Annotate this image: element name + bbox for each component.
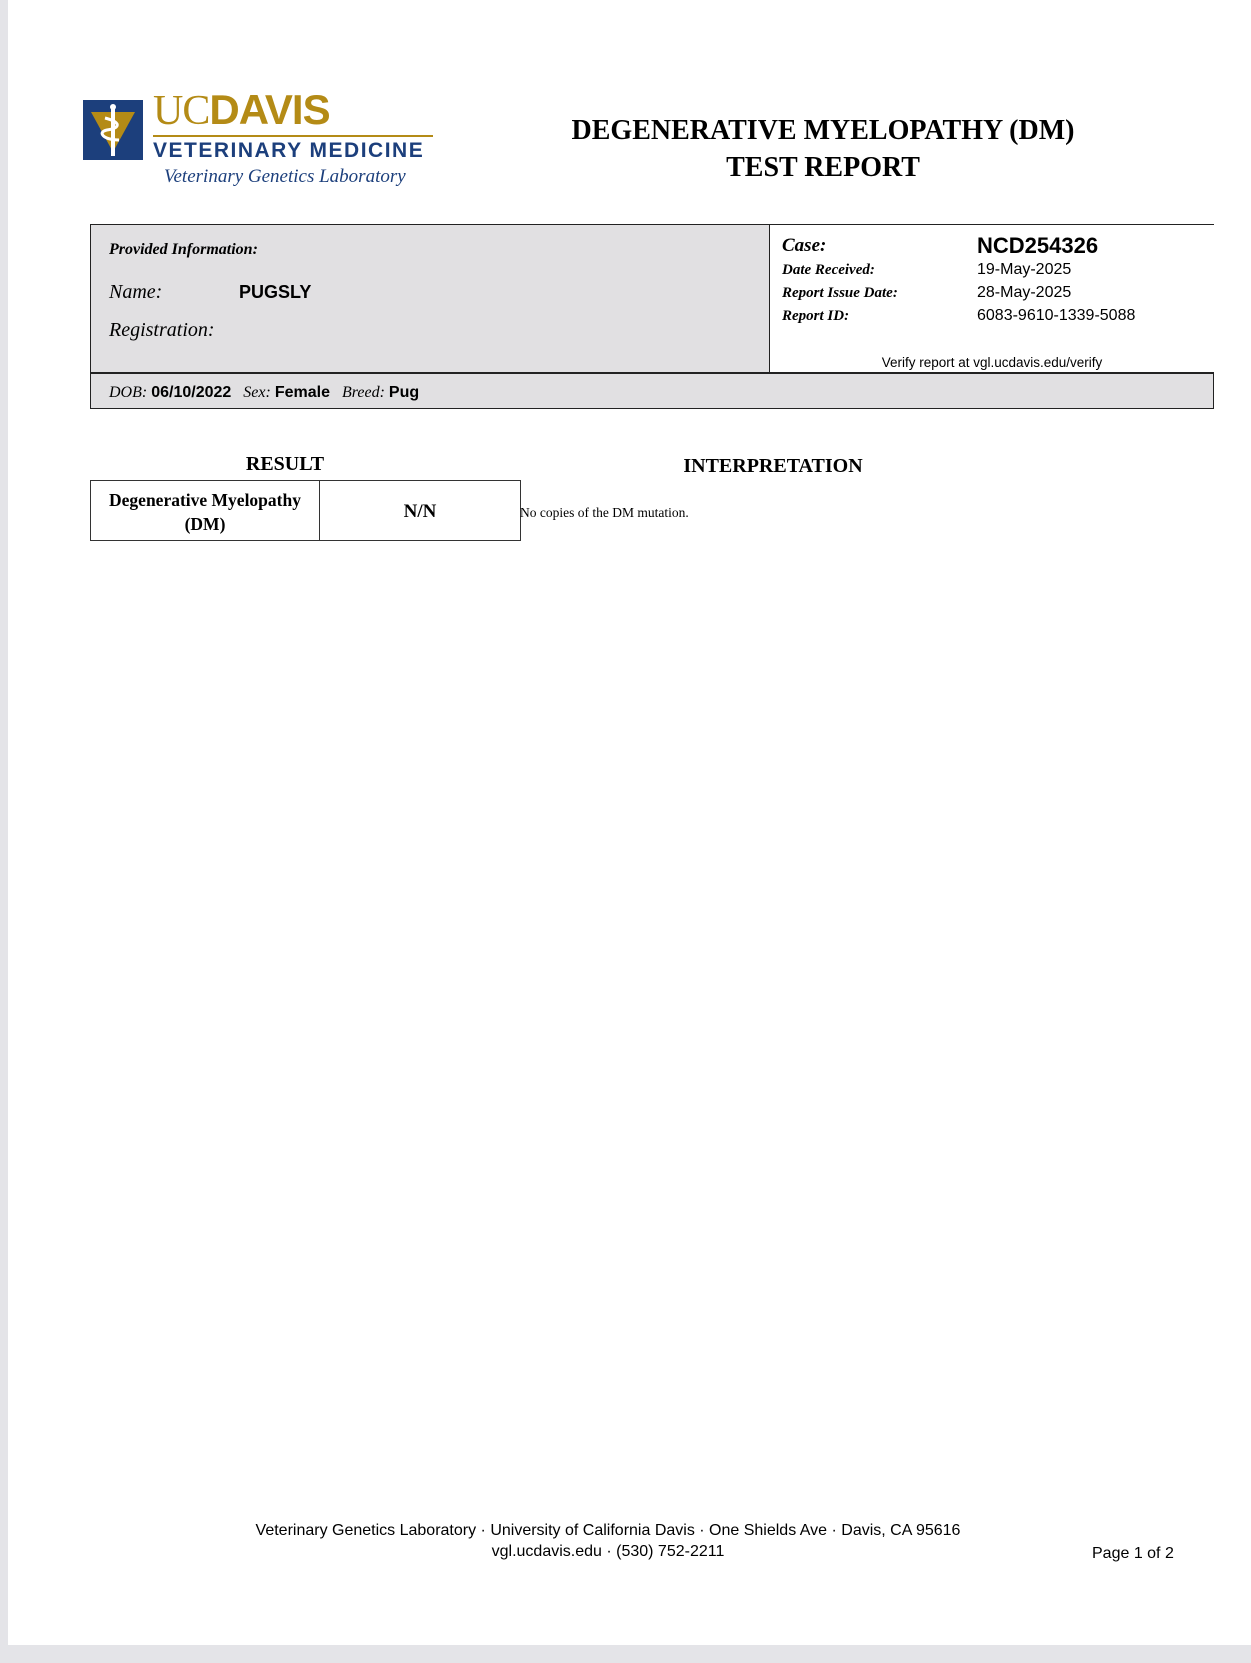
name-value: PUGSLY bbox=[239, 282, 312, 302]
footer-address: Veterinary Genetics Laboratory · University of California Davis · One Shields Ave · Davis, CA 95616 bbox=[255, 1522, 961, 1539]
verify-link[interactable]: Verify report at vgl.ucdavis.edu/verify bbox=[881, 355, 1103, 370]
dob-value: 06/10/2022 bbox=[151, 384, 232, 401]
breed-value: Pug bbox=[388, 384, 420, 401]
info-divider bbox=[91, 372, 1213, 374]
report-title-line2: TEST REPORT bbox=[726, 152, 920, 183]
caduceus-logo-icon bbox=[83, 100, 143, 160]
report-id-label: Report ID: bbox=[782, 308, 850, 324]
interpretation-text: No copies of the DM mutation. bbox=[520, 505, 689, 520]
report-id-value: 6083-9610-1339-5088 bbox=[977, 307, 1136, 324]
logo-lab-name: Veterinary Genetics Laboratory bbox=[164, 166, 406, 187]
sex-value: Female bbox=[274, 384, 330, 401]
case-number: NCD254326 bbox=[977, 233, 1099, 258]
sex-label: Sex: bbox=[243, 384, 271, 401]
case-label: Case: bbox=[782, 235, 827, 256]
report-title-line1: DEGENERATIVE MYELOPATHY (DM) bbox=[571, 115, 1075, 146]
provided-info-box bbox=[90, 224, 1214, 409]
date-received-label: Date Received: bbox=[782, 262, 875, 278]
provided-info-heading: Provided Information: bbox=[109, 241, 258, 258]
case-info-panel bbox=[769, 225, 1214, 372]
issue-date-label: Report Issue Date: bbox=[782, 285, 898, 301]
registration-label: Registration: bbox=[109, 319, 215, 341]
report-page bbox=[8, 0, 1251, 1645]
issue-date-value: 28-May-2025 bbox=[977, 284, 1072, 301]
result-table bbox=[90, 480, 521, 541]
page-number: Page 1 of 2 bbox=[1092, 1545, 1174, 1562]
dob-label: DOB: bbox=[109, 384, 148, 401]
logo-rule bbox=[153, 135, 433, 137]
name-label: Name: bbox=[109, 281, 163, 303]
test-name-line2: (DM) bbox=[184, 514, 226, 534]
test-name-line1: Degenerative Myelopathy bbox=[109, 490, 301, 510]
genotype-result: N/N bbox=[403, 501, 437, 522]
footer-contact: vgl.ucdavis.edu · (530) 752-2211 bbox=[491, 1543, 725, 1560]
animal-details-row bbox=[109, 384, 419, 402]
date-received-value: 19-May-2025 bbox=[977, 261, 1072, 278]
logo-wordmark: UCDAVIS bbox=[153, 86, 330, 134]
logo-school-name: VETERINARY MEDICINE bbox=[153, 139, 425, 162]
interpretation-heading: INTERPRETATION bbox=[683, 455, 863, 477]
result-heading: RESULT bbox=[245, 453, 325, 475]
breed-label: Breed: bbox=[341, 384, 385, 401]
